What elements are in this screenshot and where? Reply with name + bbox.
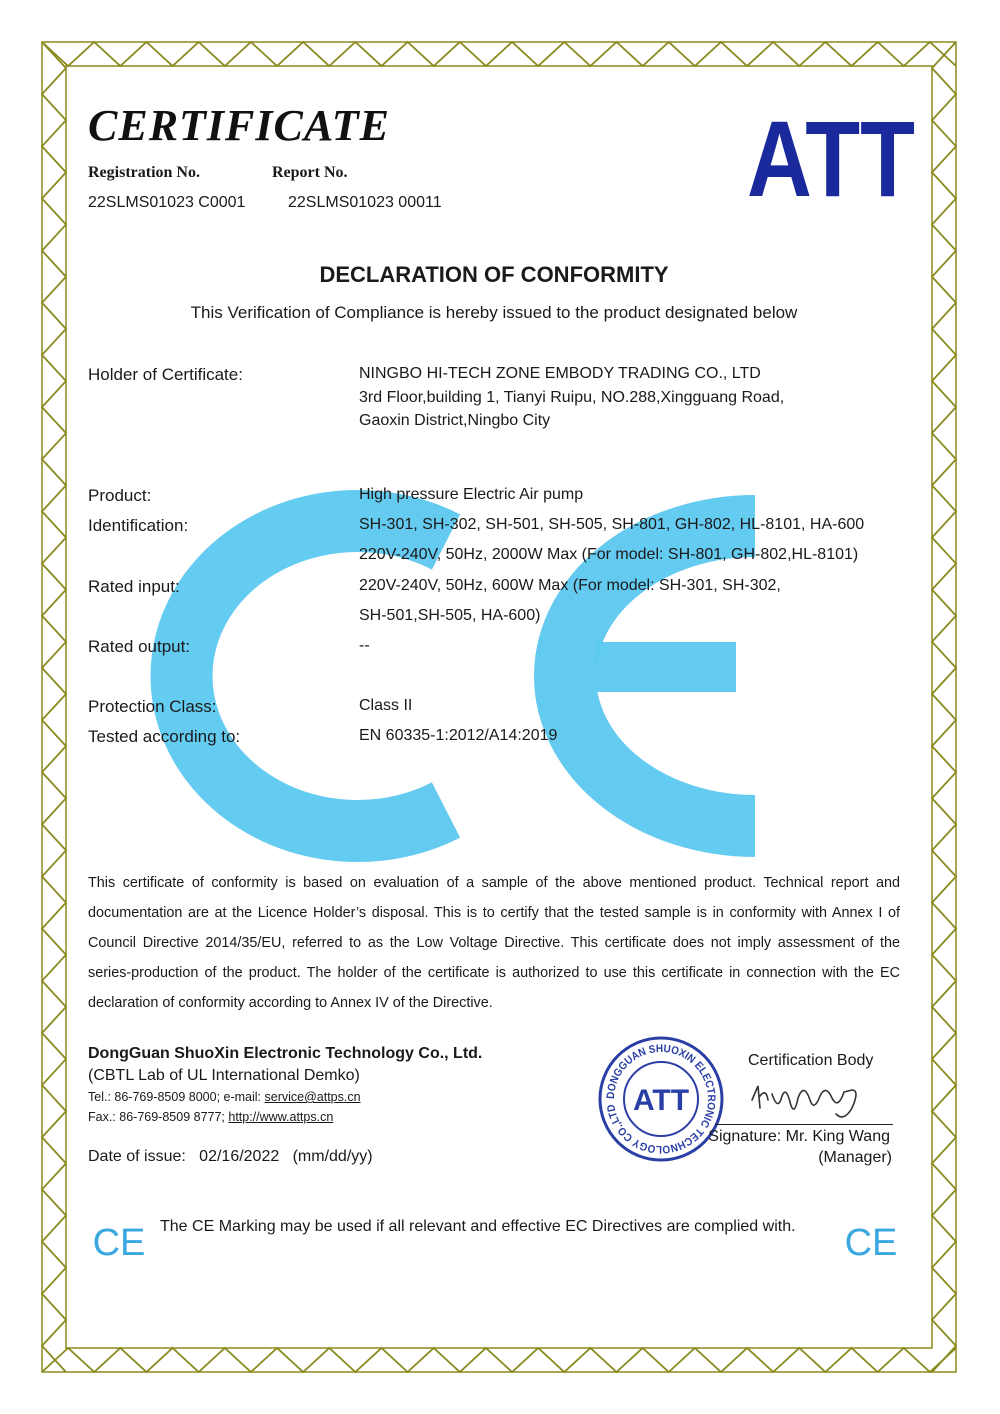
identification-label: Identification: xyxy=(88,516,189,535)
protection-class-label: Protection Class: xyxy=(88,697,217,716)
rated-input-line3: SH-501,SH-505, HA-600) xyxy=(359,607,541,624)
stamp-ring-text: DONGGUAN SHUOXIN ELECTRONIC TECHNOLOGY CO.,LTD xyxy=(604,1042,718,1156)
att-logo xyxy=(745,98,917,219)
signature-line xyxy=(715,1124,893,1125)
signatory-role: (Manager) xyxy=(818,1149,892,1166)
rated-output-label: Rated output: xyxy=(88,637,191,656)
rated-input-line2: 220V-240V, 50Hz, 600W Max (For model: SH-301, SH-302, xyxy=(359,577,781,594)
lab-name: DongGuan ShuoXin Electronic Technology Co., Ltd. xyxy=(88,1045,483,1062)
declaration-heading: DECLARATION OF CONFORMITY xyxy=(319,262,669,287)
tested-according-value: EN 60335-1:2012/A14:2019 xyxy=(359,727,558,744)
ce-mark-right-icon xyxy=(844,1222,898,1264)
att-logo-text: ATT xyxy=(747,98,915,219)
ce-mark-left-icon xyxy=(92,1222,146,1264)
tested-according-label: Tested according to: xyxy=(88,727,241,746)
identification-value: SH-301, SH-302, SH-501, SH-505, SH-801, GH-802, HL-8101, HA-600 xyxy=(359,516,865,533)
registration-number: 22SLMS01023 C0001 xyxy=(88,194,246,211)
handwritten-signature xyxy=(748,1078,878,1124)
issue-date-format: (mm/dd/yy) xyxy=(292,1148,373,1165)
holder-label: Holder of Certificate: xyxy=(88,365,243,384)
rated-input-label: Rated input: xyxy=(88,577,180,596)
certificate-title: CERTIFICATE xyxy=(88,101,391,150)
ce-mark-right-text: CE xyxy=(844,1222,898,1264)
ce-mark-left-text: CE xyxy=(92,1222,146,1264)
rated-output-value: -- xyxy=(359,637,370,654)
report-label: Report No. xyxy=(272,164,348,181)
holder-name: NINGBO HI-TECH ZONE EMBODY TRADING CO., LTD xyxy=(359,365,761,382)
stamp-center-text: ATT xyxy=(632,1084,690,1117)
signatory-name: Signature: Mr. King Wang xyxy=(708,1128,890,1145)
email-link[interactable]: service@attps.cn xyxy=(264,1090,361,1104)
lab-contact-tel xyxy=(88,1090,361,1104)
conformity-statement: This certificate of conformity is based on evaluation of a sample of the above mentioned product. Technical report and documentation are at the Licence Holder’s disposal. This is to certify that the tested sample is in conformity with Annex I of Council Directive 2014/35/EU, referred to as the Low Voltage Directive. This certificate does not imply assessment of the series-production of the product. The holder of the certificate is authorized to use this certificate in connection with the EC declaration of conformity according to Annex IV of the Directive. xyxy=(88,875,900,1011)
issue-label: Date of issue: xyxy=(88,1148,186,1165)
product-label: Product: xyxy=(88,486,152,505)
registration-label: Registration No. xyxy=(88,164,200,181)
lab-contact-fax xyxy=(88,1110,333,1124)
declaration-subheading: This Verification of Compliance is hereby issued to the product designated below xyxy=(190,303,798,322)
product-value: High pressure Electric Air pump xyxy=(359,486,584,503)
holder-address-line1: 3rd Floor,building 1, Tianyi Ruipu, NO.288,Xingguang Road, xyxy=(359,389,785,406)
fax-text: Fax.: 86-769-8509 8777; xyxy=(88,1110,229,1124)
date-of-issue xyxy=(88,1148,373,1166)
holder-address-line2: Gaoxin District,Ningbo City xyxy=(359,412,551,429)
protection-class-value: Class II xyxy=(359,697,413,714)
ce-marking-note: The CE Marking may be used if all relevant and effective EC Directives are complied with. xyxy=(160,1218,796,1235)
rated-input-line1: 220V-240V, 50Hz, 2000W Max (For model: SH-801, GH-802,HL-8101) xyxy=(359,546,859,563)
lab-subtitle: (CBTL Lab of UL International Demko) xyxy=(88,1067,360,1084)
issue-date: 02/16/2022 xyxy=(199,1148,280,1165)
report-number: 22SLMS01023 00011 xyxy=(288,194,442,211)
website-link[interactable]: http://www.attps.cn xyxy=(228,1110,334,1124)
tel-text: Tel.: 86-769-8509 8000; e-mail: xyxy=(88,1090,265,1104)
certification-body-label: Certification Body xyxy=(748,1052,874,1069)
